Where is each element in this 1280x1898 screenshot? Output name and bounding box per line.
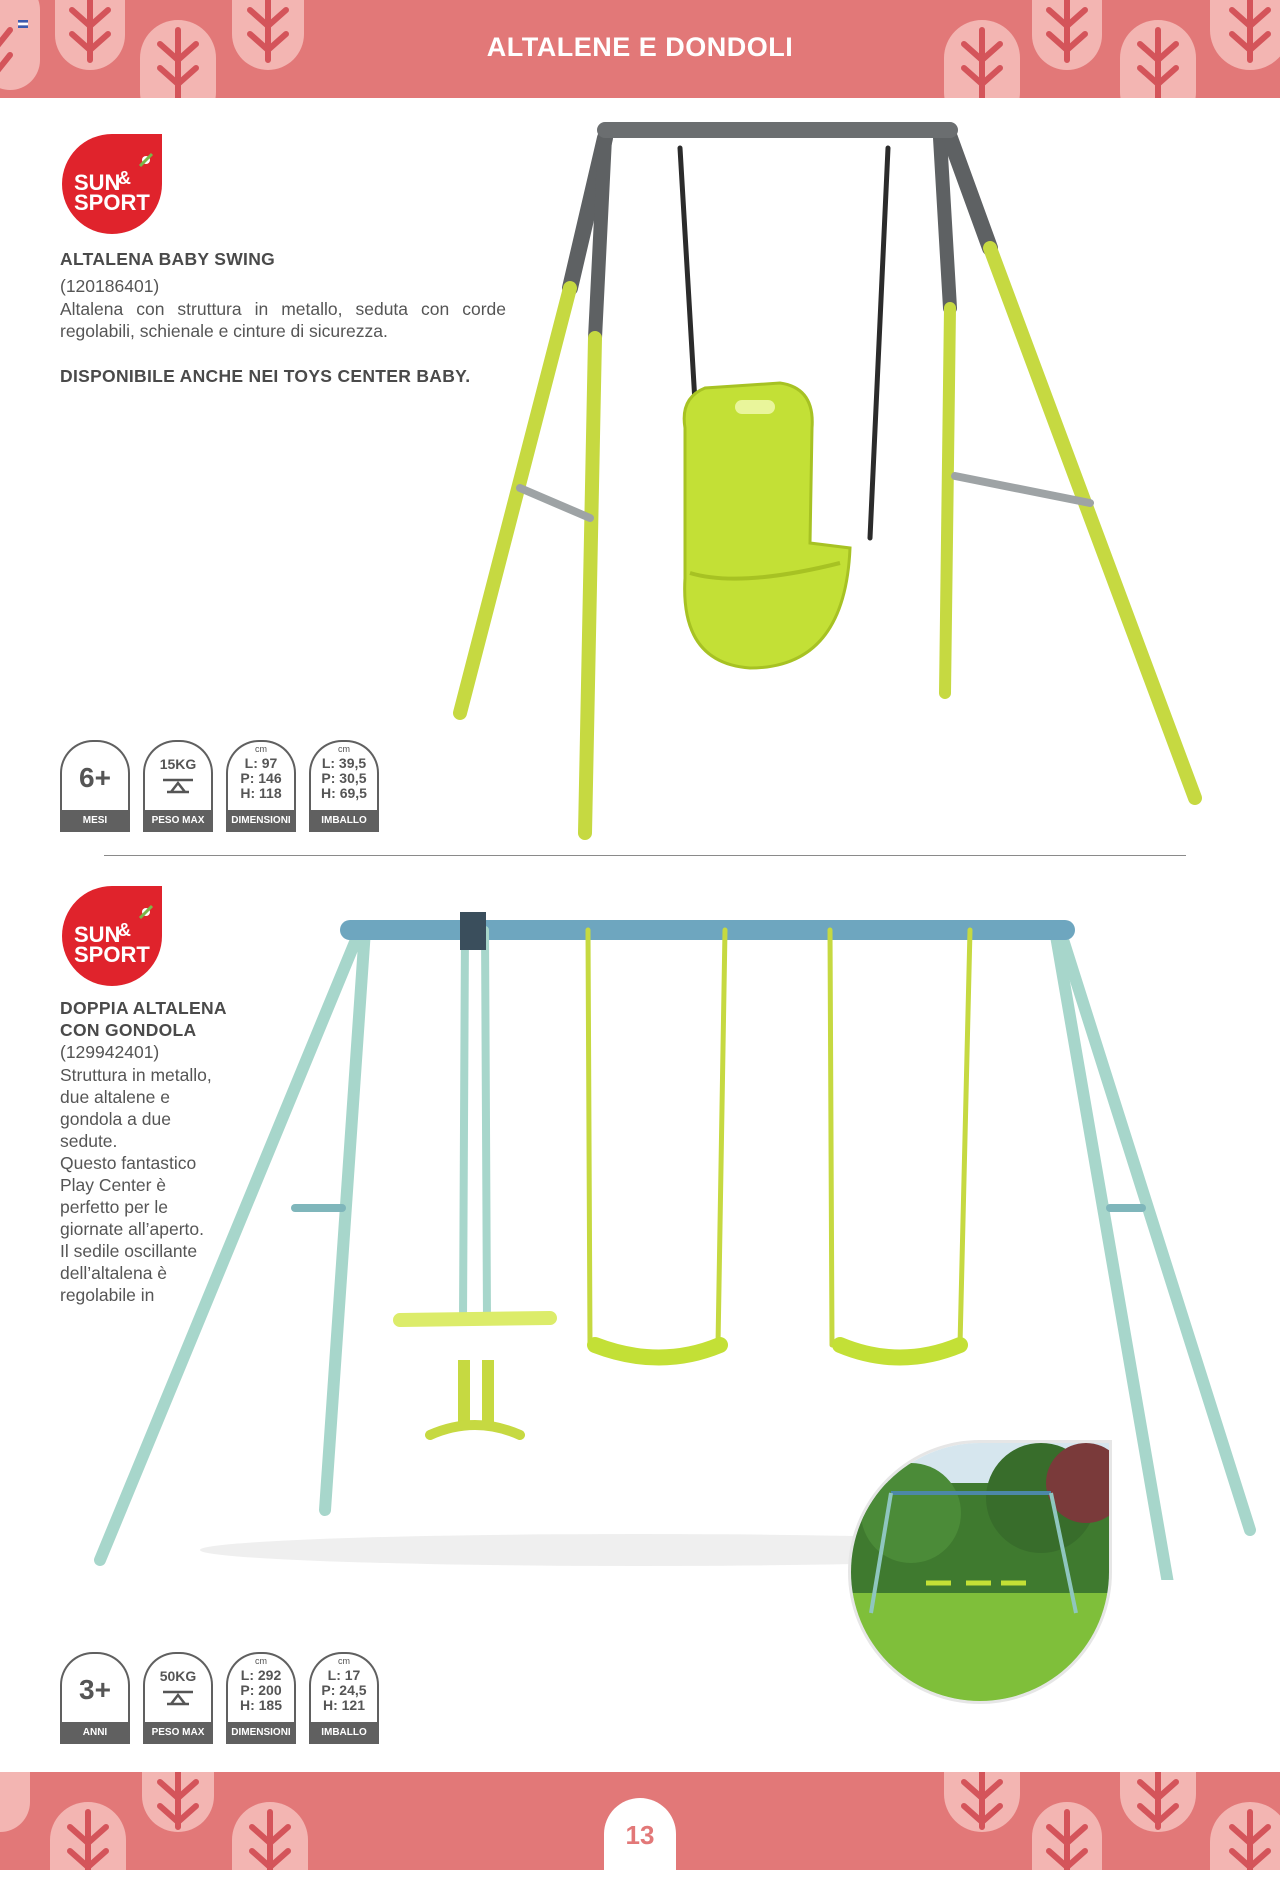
svg-text:SUN: SUN (74, 170, 121, 195)
dimensions-badge: cm L: 292 P: 200 H: 185 DIMENSIONI (226, 1652, 296, 1744)
badges-row (60, 1652, 400, 1744)
sun-sport-logo (60, 132, 164, 236)
section-divider (104, 855, 1186, 856)
product-title: DOPPIA ALTALENA CON GONDOLA (60, 998, 227, 1040)
packaging-badge: cm L: 17 P: 24,5 H: 121 IMBALLO (309, 1652, 379, 1744)
scale-icon (161, 1688, 195, 1708)
product-description: Struttura in metallo, due altalene e gondola a due sedute. Questo fantastico Play Center è perfetto per le giornate all’aperto. Il sedile oscillante dell’altalena è regolabile in (60, 1065, 212, 1305)
flag-icon (18, 20, 28, 28)
svg-text:SUN: SUN (74, 922, 121, 947)
header-band (0, 0, 1280, 98)
scale-icon (161, 776, 195, 796)
baby-swing-image (440, 108, 1220, 848)
page-title: ALTALENE E DONDOLI (486, 32, 794, 62)
weight-badge: 50KG PESO MAX (143, 1652, 213, 1744)
product-description: Altalena con struttura in metallo, seduta con corde regolabili, schienale e cinture di sicurezza. (60, 299, 506, 341)
availability-note: DISPONIBILE ANCHE NEI TOYS CENTER BABY. (60, 366, 471, 386)
svg-text:&: & (118, 168, 131, 188)
svg-text:&: & (118, 920, 131, 940)
weight-badge: 15KG PESO MAX (143, 740, 213, 832)
product-title: ALTALENA BABY SWING (60, 249, 276, 269)
dimensions-badge: cm L: 97 P: 146 H: 118 DIMENSIONI (226, 740, 296, 832)
packaging-badge: cm L: 39,5 P: 30,5 H: 69,5 IMBALLO (309, 740, 379, 832)
svg-text:SPORT: SPORT (74, 942, 150, 967)
product-code: (129942401) (60, 1042, 160, 1062)
garden-inset-photo (848, 1440, 1112, 1704)
svg-text:SPORT: SPORT (74, 190, 150, 215)
age-badge: 6+ MESI (60, 740, 130, 832)
page-number: 13 (625, 1820, 655, 1850)
product-code: (120186401) (60, 276, 160, 296)
age-badge: 3+ ANNI (60, 1652, 130, 1744)
badges-row (60, 740, 400, 832)
